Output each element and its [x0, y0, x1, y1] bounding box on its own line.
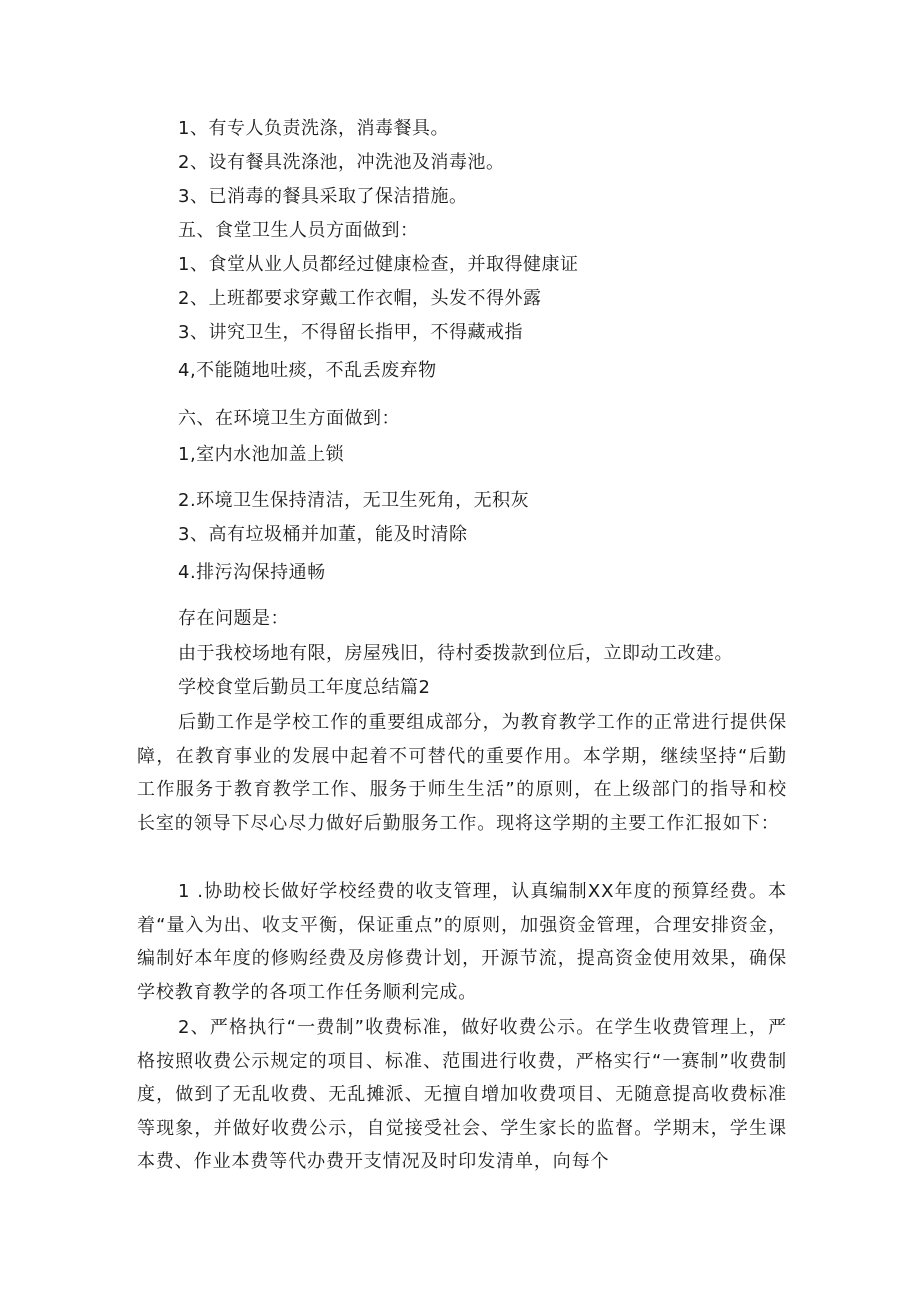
text-line: 4,不能随地吐痰，不乱丢废弃物 [178, 360, 437, 381]
text-line: 存在问题是： [178, 608, 289, 629]
text-line: 2、设有餐具洗涤池，冲洗池及消毒池。 [178, 152, 505, 173]
text-line: 由于我校场地有限，房屋残旧，待村委拨款到位后，立即动工改建。 [178, 643, 733, 664]
section-heading: 六、在环境卫生方面做到： [178, 408, 400, 429]
text-line: 3、讲究卫生，不得留长指甲，不得藏戒指 [178, 322, 523, 343]
paragraph [137, 1011, 787, 1179]
paragraph [137, 875, 787, 1009]
paragraph-text: 1 .协助校长做好学校经费的收支管理，认真编制XX年度的预算经费。本着“量入为出、收支平衡，保证重点”的原则，加强资金管理，合理安排资金，编制好本年度的修购经费及房修费计划，开源节流，提高资金使用效果，确保学校教育教学的各项工作任务顺利完成。 [137, 881, 787, 1003]
text-line: 2.环境卫生保持清洁，无卫生死角，无积灰 [178, 490, 530, 511]
text-line: 1、有专人负责洗涤，消毒餐具。 [178, 118, 449, 139]
text-line: 1,室内水池加盖上锁 [178, 444, 345, 465]
paragraph-text: 2、严格执行“一费制”收费标准，做好收费公示。在学生收费管理上，严格按照收费公示规定的项目、标准、范围进行收费，严格实行“一赛制”收费制度，做到了无乱收费、无乱摊派、无擅自增加收费项目、无随意提高收费标准等现象，并做好收费公示，自觉接受社会、学生家长的监督。学期末，学生课本费、作业本费等代办费开支情况及时印发清单，向每个 [137, 1017, 787, 1172]
text-line: 3、已消毒的餐具采取了保洁措施。 [178, 186, 468, 207]
text-line: 2、上班都要求穿戴工作衣帽，头发不得外露 [178, 288, 542, 309]
article-title: 学校食堂后勤员工年度总结篇2 [178, 677, 431, 698]
paragraph [137, 706, 787, 840]
text-line: 3、高有垃圾桶并加董，能及时清除 [178, 524, 468, 545]
section-heading: 五、食堂卫生人员方面做到： [178, 220, 419, 241]
text-line: 4.排污沟保持通畅 [178, 562, 326, 583]
paragraph-text: 后勤工作是学校工作的重要组成部分，为教育教学工作的正常进行提供保障，在教育事业的发展中起着不可替代的重要作用。本学期，继续坚持“后勤工作服务于教育教学工作、服务于师生生活”的原则，在上级部门的指导和校长室的领导下尽心尽力做好后勤服务工作。现将这学期的主要工作汇报如下： [137, 712, 787, 834]
text-line: 1、食堂从业人员都经过健康检查，并取得健康证 [178, 254, 579, 275]
